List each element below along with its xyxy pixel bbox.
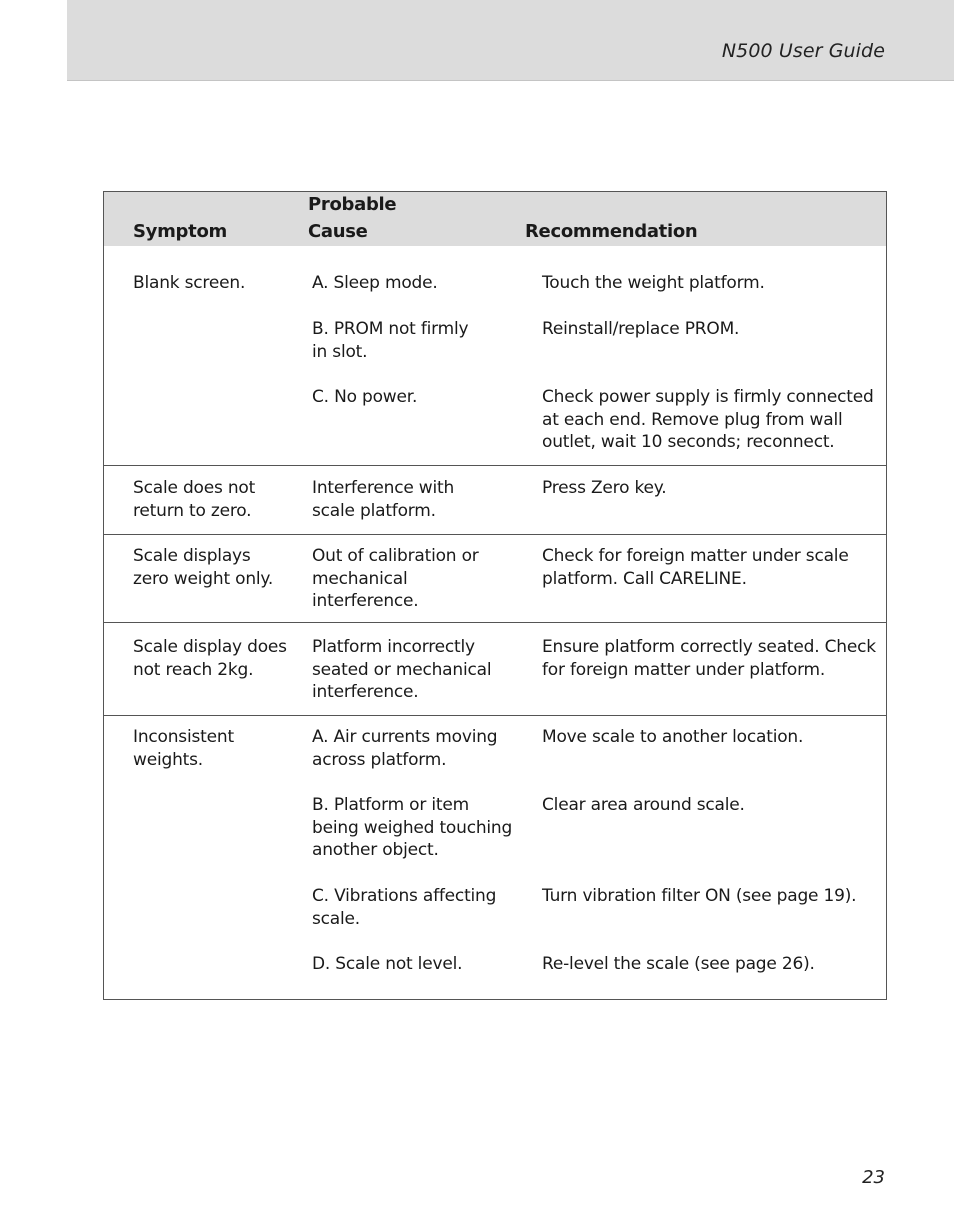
- table-row: [104, 534, 886, 623]
- recommendation-cell: Check power supply is firmly connected at each end. Remove plug from wall outlet, wait 10 seconds; reconnect.: [542, 387, 874, 452]
- troubleshooting-table: [103, 191, 887, 1000]
- guide-title: N500 User Guide: [721, 40, 885, 62]
- header-cause-line1: Probable: [308, 194, 397, 215]
- cause-cell: Out of calibration or mechanical interference.: [312, 546, 479, 611]
- recommendation-cell: Check for foreign matter under scale platform. Call CARELINE.: [542, 546, 849, 589]
- header-band: [67, 0, 954, 81]
- recommendation-cell: Turn vibration filter ON (see page 19).: [542, 886, 857, 906]
- recommendation-cell: Move scale to another location.: [542, 727, 804, 747]
- recommendation-cell: Clear area around scale.: [542, 795, 745, 815]
- recommendation-cell: Reinstall/replace PROM.: [542, 319, 740, 339]
- table-row: [104, 622, 886, 716]
- symptom-cell: Blank screen.: [133, 273, 246, 293]
- table-row: [104, 465, 886, 534]
- cause-cell: Platform incorrectly seated or mechanical interference.: [312, 637, 492, 702]
- recommendation-cell: Press Zero key.: [542, 478, 667, 498]
- symptom-cell: Scale display does not reach 2kg.: [133, 637, 287, 680]
- recommendation-cell: Ensure platform correctly seated. Check for foreign matter under platform.: [542, 637, 876, 680]
- symptom-cell: Scale displays zero weight only.: [133, 546, 274, 589]
- cause-cell: B. PROM not firmly in slot.: [312, 319, 469, 362]
- cause-cell: C. Vibrations affecting scale.: [312, 886, 497, 929]
- cause-cell: C. No power.: [312, 387, 418, 407]
- cause-cell: A. Air currents moving across platform.: [312, 727, 498, 770]
- cause-cell: D. Scale not level.: [312, 954, 463, 974]
- cause-cell: Interference with scale platform.: [312, 478, 455, 521]
- header-cause-line2: Cause: [308, 221, 368, 242]
- cause-cell: A. Sleep mode.: [312, 273, 438, 293]
- symptom-cell: Inconsistent weights.: [133, 727, 234, 770]
- symptom-cell: Scale does not return to zero.: [133, 478, 256, 521]
- recommendation-cell: Re-level the scale (see page 26).: [542, 954, 815, 974]
- header-symptom: Symptom: [133, 221, 227, 242]
- table-header: [104, 192, 886, 246]
- page-number: 23: [862, 1167, 885, 1188]
- header-recommendation: Recommendation: [525, 221, 698, 242]
- cause-cell: B. Platform or item being weighed touching another object.: [312, 795, 513, 860]
- table-row: [104, 246, 886, 465]
- recommendation-cell: Touch the weight platform.: [542, 273, 765, 293]
- table-row: [104, 715, 886, 999]
